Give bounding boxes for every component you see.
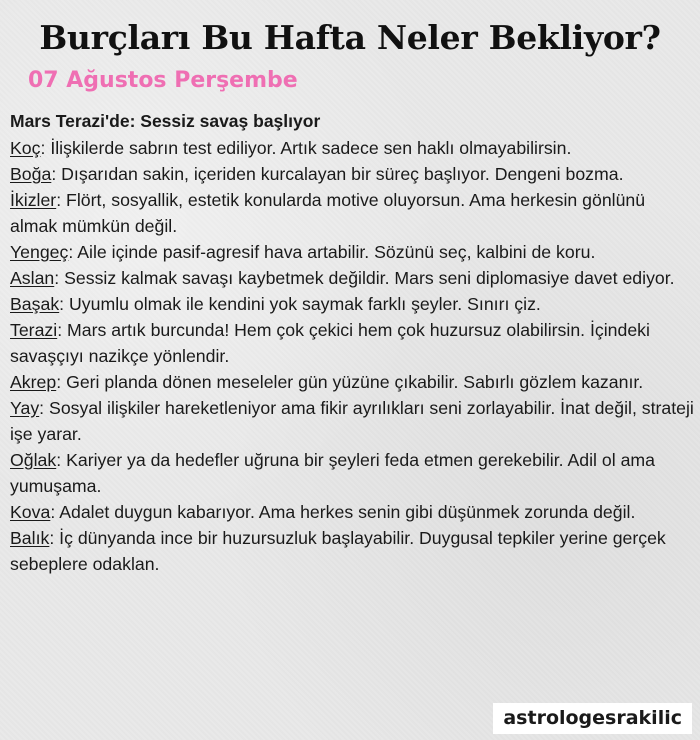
sign-separator: : (56, 190, 67, 210)
entry-text: Mars artık burcunda! Hem çok çekici hem çok huzursuz olabilirsin. İçindeki savaşçıyı nazikçe yönlendir. (10, 320, 650, 366)
page-title: Burçları Bu Hafta Neler Bekliyor? (39, 18, 661, 57)
entry-boga (10, 161, 696, 187)
entry-text: Kariyer ya da hedefler uğruna bir şeyleri feda etmen gerekebilir. Adil ol ama yumuşama. (10, 450, 655, 496)
entry-akrep (10, 369, 696, 395)
sign-label: Aslan (10, 268, 55, 288)
sign-separator: : (56, 372, 67, 392)
sign-label: Yay (10, 398, 40, 418)
entry-text: İç dünyanda ince bir huzursuzluk başlayabilir. Duygusal tepkiler yerine gerçek sebeplere odaklan. (10, 528, 666, 574)
sign-separator: : (68, 242, 78, 262)
sign-label: Yengeç (10, 242, 69, 262)
entry-text: Sosyal ilişkiler hareketleniyor ama fikir ayrılıkları seni zorlayabilir. İnat değil, strateji işe yarar. (10, 398, 694, 444)
entry-text: Flört, sosyallik, estetik konularda motive oluyorsun. Ama herkesin gönlünü almak mümkün değil. (10, 190, 646, 236)
entry-oglak (10, 447, 696, 499)
entry-ikizler (10, 187, 696, 239)
entry-basak (10, 291, 696, 317)
horoscope-content (10, 108, 696, 577)
sign-separator: : (40, 138, 51, 158)
entry-balik (10, 525, 696, 577)
sign-separator: : (51, 164, 62, 184)
sign-label: Başak (10, 294, 60, 314)
headline: Mars Terazi'de: Sessiz savaş başlıyor (10, 111, 321, 131)
entry-aslan (10, 265, 696, 291)
entry-text: Sessiz kalmak savaşı kaybetmek değildir. Mars seni diplomasiye davet ediyor. (64, 268, 675, 288)
sign-separator: : (56, 450, 67, 470)
entry-text: Aile içinde pasif-agresif hava artabilir. Sözünü seç, kalbini de koru. (77, 242, 596, 262)
sign-separator: : (39, 398, 50, 418)
entry-koc (10, 135, 696, 161)
entry-text: Adalet duygun kabarıyor. Ama herkes senin gibi düşünmek zorunda değil. (59, 502, 636, 522)
entry-yay (10, 395, 696, 447)
sign-label: Terazi (10, 320, 58, 340)
sign-label: Akrep (10, 372, 57, 392)
entry-text: Uyumlu olmak ile kendini yok saymak farklı şeyler. Sınırı çiz. (69, 294, 541, 314)
sign-label: Boğa (10, 164, 52, 184)
sign-label: Oğlak (10, 450, 57, 470)
watermark-handle: astrologesrakilic (493, 703, 692, 734)
sign-label: İkizler (10, 190, 57, 210)
sign-separator: : (54, 268, 65, 288)
date-subtitle: 07 Ağustos Perşembe (28, 68, 298, 93)
entry-terazi (10, 317, 696, 369)
sign-label: Koç (10, 138, 41, 158)
sign-separator: : (59, 294, 70, 314)
sign-separator: : (49, 528, 60, 548)
sign-separator: : (50, 502, 60, 522)
entry-text: Geri planda dönen meseleler gün yüzüne çıkabilir. Sabırlı gözlem kazanır. (66, 372, 644, 392)
entry-yengec (10, 239, 696, 265)
entry-text: İlişkilerde sabrın test ediliyor. Artık sadece sen haklı olmayabilirsin. (50, 138, 572, 158)
sign-label: Balık (10, 528, 50, 548)
entry-kova (10, 499, 696, 525)
sign-separator: : (57, 320, 68, 340)
sign-label: Kova (10, 502, 51, 522)
entry-text: Dışarıdan sakin, içeriden kurcalayan bir süreç başlıyor. Dengeni bozma. (61, 164, 624, 184)
